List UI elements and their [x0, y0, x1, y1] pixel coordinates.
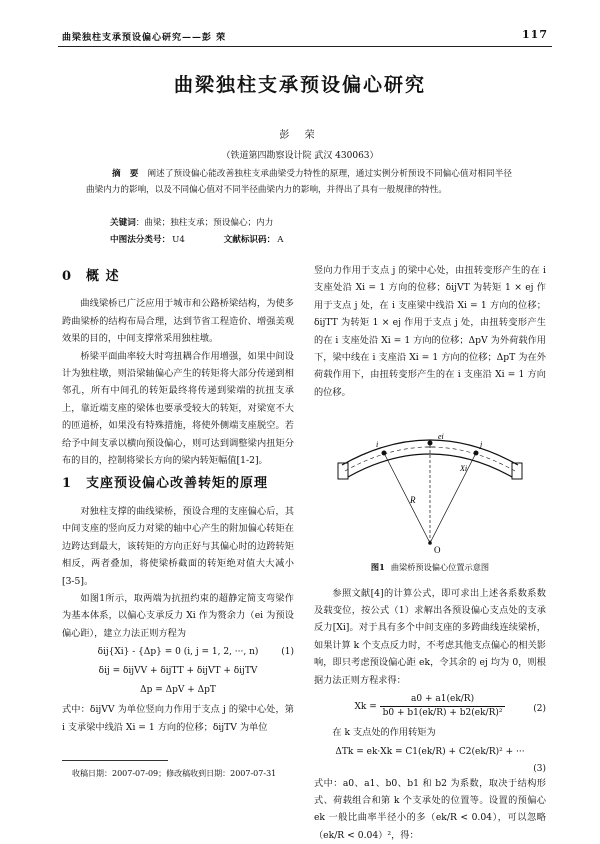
equation-1b-body: δij = δijVV + δijTT + δijVT + δijTV — [62, 663, 294, 680]
equation-3-tag: (3) — [533, 761, 546, 778]
section-1-title: 支座预设偏心改善转矩的原理 — [86, 476, 268, 491]
doc-code-label: 文献标识码： — [224, 235, 276, 245]
page-number: 117 — [522, 28, 548, 41]
label-radius: R — [409, 495, 416, 505]
section-1-para-2: 如图1所示，取两端为抗扭约束的超静定简支弯梁作为基本体系，以偏心支承反力 Xi 作为赘余力（ei 为预设偏心距），建立力法正则方程为 — [62, 590, 294, 642]
section-1-para-3: 式中：δijVV 为单位竖向力作用于支点 j 的梁中心处，第 i 支承梁中线沿 Xi = 1 方向的位移；δijTV 为单位 — [62, 701, 294, 736]
left-end-support — [338, 463, 348, 479]
equation-2-lhs: Xk = — [355, 702, 377, 712]
equation-2 — [314, 693, 546, 720]
right-para-1: 竖向力作用于支点 j 的梁中心处，由扭转变形产生的在 i 支座处沿 Xi = 1 方向的位移；δijVT 为转矩 1 × ej 作用于支点 j 处，在 i 支座梁中线沿 Xi = 1 方向的位移；δijTT 为转矩 1 × ej 作用于支点 j 处，由扭转变形产生的在 i 支座处沿 Xi = 1 方向的位移；ΔpV 为外荷载作用下，梁中线在 i 支座沿 Xi = 1 方向的位移；ΔpT 为在外荷载作用下，由扭转变形产生的在 i 支座沿 Xi = 1 方向的位移。 — [314, 262, 546, 401]
article-affiliation: （铁道第四勘察设计院 武汉 430063） — [0, 148, 600, 161]
equation-1-tag: (1) — [281, 644, 294, 661]
radius-line — [430, 453, 476, 543]
equation-3 — [314, 744, 546, 761]
label-center: O — [434, 545, 441, 555]
classification-block — [110, 233, 319, 245]
footnote-rule — [62, 760, 168, 761]
clc-value: U4 — [172, 235, 185, 245]
keywords-sep: ： — [136, 218, 145, 228]
abstract-label: 摘 要 — [112, 169, 141, 179]
equation-1c — [62, 682, 294, 699]
equation-1c-body: Δp = ΔpV + ΔpT — [62, 682, 294, 699]
article-author: 彭 荣 — [0, 126, 600, 141]
equation-2-body — [314, 693, 546, 720]
section-0-title: 概 述 — [86, 269, 120, 284]
running-head — [62, 28, 548, 44]
center-point — [428, 541, 432, 545]
label-support-j: j — [479, 440, 483, 449]
received-date-footnote: 收稿日期：2007-07-09；修改稿收到日期：2007-07-31 — [72, 768, 276, 779]
keywords-block — [110, 215, 273, 231]
figure-1-diagram — [314, 407, 546, 557]
abstract-block — [86, 166, 512, 198]
keywords-text: 曲梁；独柱支承；预设偏心；内力 — [144, 218, 273, 228]
figure-1-caption — [314, 559, 546, 576]
figure-1-number: 图1 — [371, 562, 385, 572]
figure-1 — [314, 407, 546, 557]
section-0-para-1: 曲线梁桥已广泛应用于城市和公路桥梁结构，为使多跨曲梁桥的结构布局合理，达到节省工程造价、增强美观效果的目的，中间支撑常采用独柱墩。 — [62, 295, 294, 347]
section-0-heading — [62, 268, 294, 285]
equation-1 — [62, 644, 294, 661]
left-column — [62, 262, 294, 736]
radius-line — [384, 453, 430, 543]
equation-3-body: ΔTk = ek·Xk = C1(ek/R) + C2(ek/R)² + ··· — [314, 744, 546, 761]
right-para-2: 参照文献[4]的计算公式，即可求出上述各系数系数及载变位，按公式（1）求解出各预设偏心支点处的支承反力[Xi]。对于具有多个中间支座的多跨曲线连续梁桥，如果计算 k 个支点反力时，不考虑其他支点偏心的相关影响，即只考虑预设偏心距 ek，令其余的 ej 均为 0，则根据力法正则方程求得： — [314, 585, 546, 689]
section-1-para-1: 对独柱支撑的曲线梁桥，预设合理的支座偏心后，其中间支座的竖向反力对梁的轴中心产生的附加偏心转矩在边跨达到最大，该转矩的方向正好与其偏心时的边跨转矩相反，两者叠加，将使梁桥截面的转矩绝对值大大减小[3-5]。 — [62, 503, 294, 590]
equation-1-body: δij{Xi} - {Δp} = 0 (i, j = 1, 2, ···, n) — [62, 644, 294, 661]
doc-code-value: A — [277, 235, 283, 245]
equation-2-denominator: b0 + b1(ek/R) + b2(ek/R)² — [380, 707, 506, 720]
article-title: 曲梁独柱支承预设偏心研究 — [0, 70, 600, 97]
keywords-label: 关键词 — [110, 218, 136, 228]
section-1-heading — [62, 475, 294, 492]
equation-2-fraction — [380, 693, 506, 720]
label-reaction: Xi — [459, 464, 467, 473]
clc-label: 中图法分类号： — [110, 235, 170, 245]
equation-1b — [62, 663, 294, 680]
right-para-3: 在 k 支点处的作用转矩为 — [314, 724, 546, 741]
label-eccentricity: ei — [438, 432, 444, 441]
figure-1-caption-text: 曲梁桥预设偏心位置示意图 — [391, 562, 489, 572]
label-support-i: i — [376, 440, 378, 449]
right-para-4: 式中：a0、a1、b0、b1 和 b2 为系数，取决于结构形式、荷载组合和第 k 个支承处的位置等。设置的预偏心 ek 一般比曲率半径小的多（ek/R < 0.04），可以忽略（ek/R < 0.04）²，得： — [314, 775, 546, 844]
running-head-title: 曲梁独柱支承预设偏心研究——彭 荣 — [62, 30, 226, 43]
equation-2-tag: (2) — [533, 701, 546, 718]
equation-2-numerator: a0 + a1(ek/R) — [380, 693, 506, 707]
section-0-number: 0 — [62, 269, 72, 284]
right-end-support — [512, 463, 522, 479]
right-column — [314, 262, 546, 844]
header-rule — [58, 46, 552, 47]
section-0-para-2: 桥梁平面曲率较大时弯扭耦合作用增强，如果中间设计为独柱墩，则沿梁轴偏心产生的转矩将大部分传递到相邻孔，所有中间孔的转矩最终将传递到梁端的抗扭支承上，靠近端支座的梁体也要承受较大的转矩，对梁宽不大的匝道桥，如果没有特殊措施，将使外侧端支座脱空。若给予中间支承以横向预设偏心，则可达到调整梁内扭矩分布的目的，控制将梁长方向的梁内转矩幅值[1-2]。 — [62, 348, 294, 470]
abstract-text: 阐述了预设偏心能改善独柱支承曲梁受力特性的原理，通过实例分析预设不同偏心值对相同半径曲梁内力的影响，以及不同偏心值对不同半径曲梁内力的影响，并得出了具有一般规律的特性。 — [86, 169, 512, 195]
section-1-number: 1 — [62, 476, 72, 491]
